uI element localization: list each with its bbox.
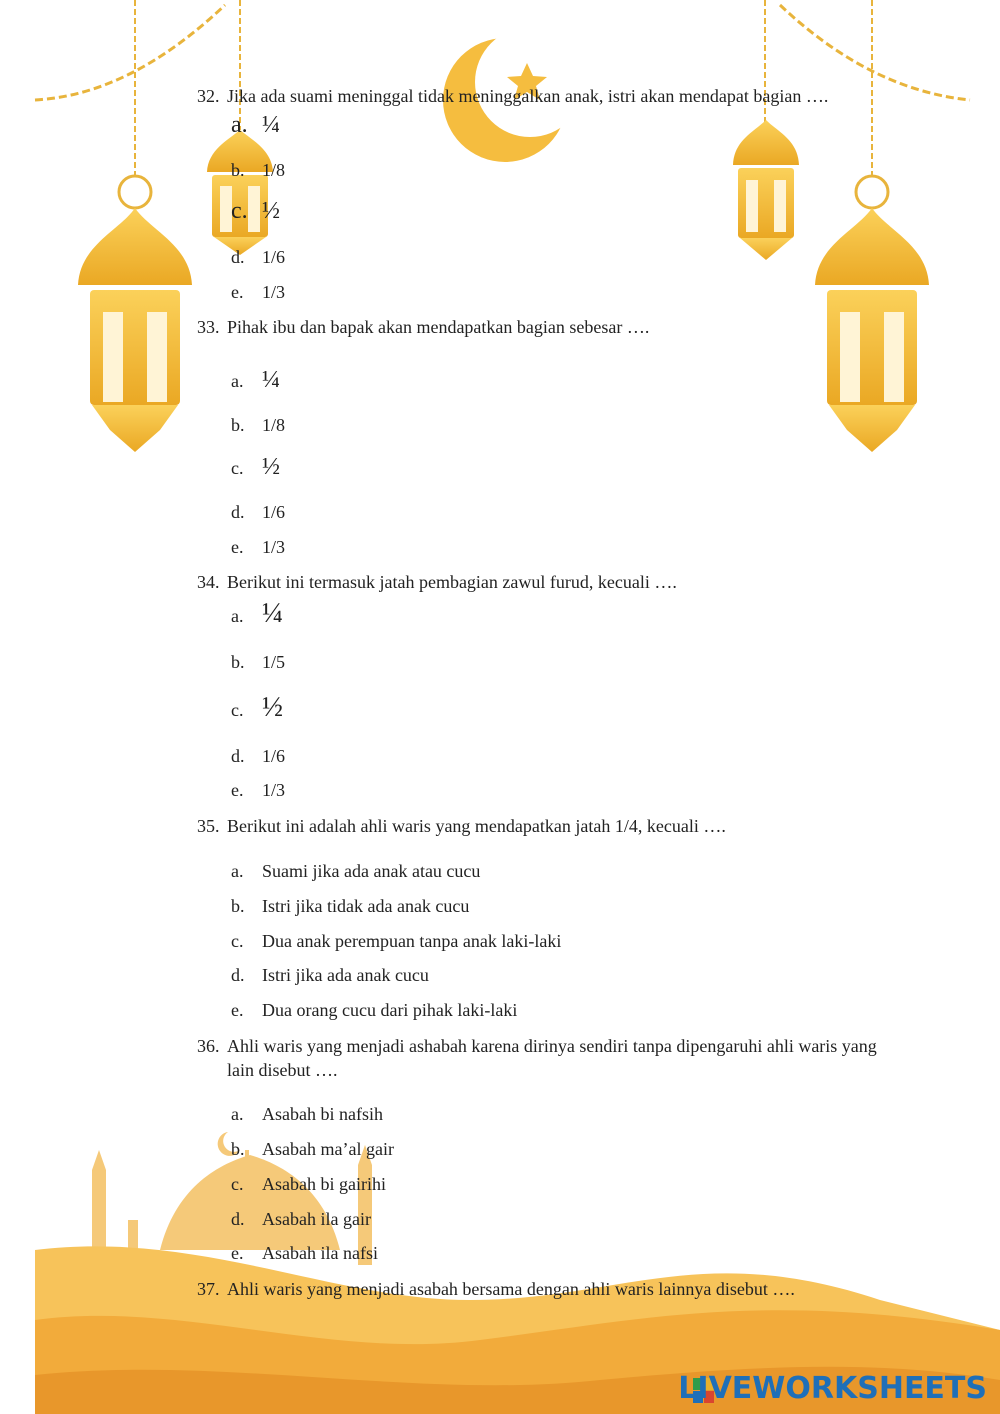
option-letter: d.	[231, 746, 245, 766]
option-32-c[interactable]	[231, 200, 280, 223]
option-text: Dua anak perempuan tanpa anak laki-laki	[262, 931, 562, 951]
question-text: Berikut ini termasuk jatah pembagian zawul furud, kecuali ….	[227, 572, 677, 592]
option-text: Asabah ila gair	[262, 1209, 371, 1229]
option-36-b[interactable]	[231, 1138, 394, 1160]
option-text: 1/3	[262, 537, 286, 557]
option-letter: e.	[231, 780, 244, 800]
option-text: 1/6	[262, 247, 286, 267]
option-35-d[interactable]	[231, 964, 429, 986]
question-text: Ahli waris yang menjadi asabah bersama dengan ahli waris lainnya disebut ….	[227, 1279, 795, 1299]
option-35-a[interactable]	[231, 860, 480, 882]
option-letter: a.	[231, 606, 244, 626]
option-letter: a.	[231, 112, 248, 138]
question-36	[197, 1034, 877, 1082]
option-letter: c.	[231, 458, 244, 478]
option-text: ¼	[262, 598, 283, 629]
question-number: 35.	[197, 816, 220, 836]
option-letter: c.	[231, 198, 248, 224]
option-32-a[interactable]	[231, 114, 280, 137]
option-33-e[interactable]	[231, 536, 285, 558]
question-34	[197, 570, 887, 594]
option-letter: b.	[231, 160, 245, 180]
question-text: Ahli waris yang menjadi ashabah karena dirinya sendiri tanpa dipengaruhi ahli waris yang lain disebut ….	[227, 1036, 877, 1080]
option-text: Istri jika tidak ada anak cucu	[262, 896, 470, 916]
option-text: ¼	[262, 112, 280, 138]
option-text: Asabah bi gairihi	[262, 1174, 386, 1194]
option-text: Asabah ila nafsi	[262, 1243, 378, 1263]
option-36-c[interactable]	[231, 1173, 386, 1195]
option-text: Dua orang cucu dari pihak laki-laki	[262, 1000, 518, 1020]
question-number: 37.	[197, 1279, 220, 1299]
option-letter: d.	[231, 1209, 245, 1229]
option-letter: b.	[231, 896, 245, 916]
brand-watermark[interactable]: LIVEWORKSHEETS	[678, 1371, 987, 1406]
question-number: 34.	[197, 572, 220, 592]
option-text: 1/8	[262, 160, 286, 180]
option-34-d[interactable]	[231, 745, 285, 767]
option-letter: a.	[231, 1104, 244, 1124]
option-33-c[interactable]	[231, 456, 280, 479]
option-text: ½	[262, 692, 283, 723]
option-34-c[interactable]	[231, 692, 283, 723]
option-35-e[interactable]	[231, 999, 517, 1021]
option-33-d[interactable]	[231, 501, 285, 523]
option-letter: c.	[231, 700, 244, 720]
option-text: Asabah ma’al gair	[262, 1139, 394, 1159]
option-letter: e.	[231, 1243, 244, 1263]
option-32-e[interactable]	[231, 281, 285, 303]
question-33	[197, 315, 887, 339]
question-number: 36.	[197, 1036, 220, 1056]
option-34-b[interactable]	[231, 651, 285, 673]
option-35-c[interactable]	[231, 930, 561, 952]
option-text: ½	[262, 454, 280, 480]
question-37	[197, 1277, 887, 1301]
option-text: Istri jika ada anak cucu	[262, 965, 429, 985]
question-32	[197, 84, 887, 108]
option-text: ¼	[262, 367, 280, 393]
option-33-a[interactable]	[231, 369, 280, 392]
option-32-b[interactable]	[231, 159, 285, 181]
option-text: Asabah bi nafsih	[262, 1104, 383, 1124]
option-35-b[interactable]	[231, 895, 469, 917]
option-36-e[interactable]	[231, 1242, 378, 1264]
option-33-b[interactable]	[231, 414, 285, 436]
option-text: 1/6	[262, 502, 286, 522]
option-letter: b.	[231, 1139, 245, 1159]
question-text: Berikut ini adalah ahli waris yang mendapatkan jatah 1/4, kecuali ….	[227, 816, 726, 836]
option-34-a[interactable]	[231, 598, 283, 629]
question-number: 32.	[197, 86, 220, 106]
question-text: Jika ada suami meninggal tidak meninggalkan anak, istri akan mendapat bagian ….	[227, 86, 829, 106]
option-32-d[interactable]	[231, 246, 285, 268]
option-letter: c.	[231, 1174, 244, 1194]
question-text: Pihak ibu dan bapak akan mendapatkan bagian sebesar ….	[227, 317, 650, 337]
option-letter: e.	[231, 537, 244, 557]
option-text: 1/5	[262, 652, 286, 672]
option-36-a[interactable]	[231, 1103, 383, 1125]
option-letter: d.	[231, 247, 245, 267]
option-text: ½	[262, 198, 280, 224]
option-letter: b.	[231, 652, 245, 672]
option-text: 1/3	[262, 780, 286, 800]
question-35	[197, 814, 887, 838]
option-text: 1/3	[262, 282, 286, 302]
question-number: 33.	[197, 317, 220, 337]
option-letter: a.	[231, 371, 244, 391]
option-text: 1/8	[262, 415, 286, 435]
option-text: 1/6	[262, 746, 286, 766]
option-letter: d.	[231, 502, 245, 522]
option-letter: d.	[231, 965, 245, 985]
option-36-d[interactable]	[231, 1208, 371, 1230]
option-letter: c.	[231, 931, 244, 951]
option-text: Suami jika ada anak atau cucu	[262, 861, 481, 881]
option-letter: a.	[231, 861, 244, 881]
option-letter: b.	[231, 415, 245, 435]
option-34-e[interactable]	[231, 779, 285, 801]
option-letter: e.	[231, 282, 244, 302]
option-letter: e.	[231, 1000, 244, 1020]
